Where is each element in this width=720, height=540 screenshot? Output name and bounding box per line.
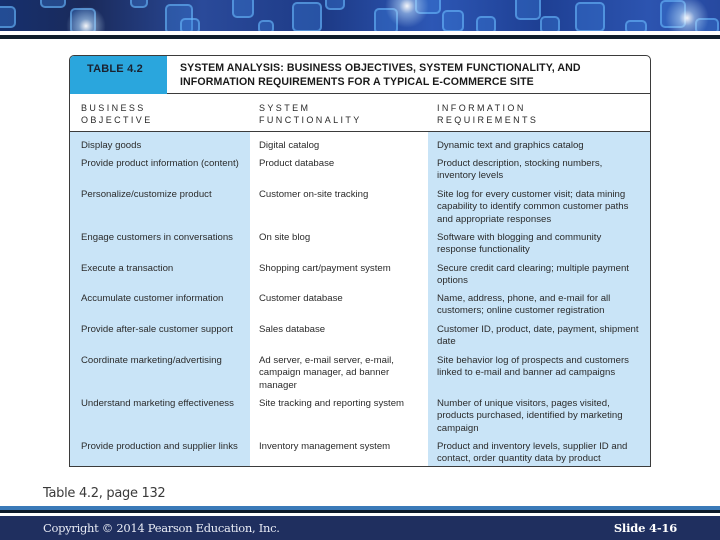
decorative-square [575,2,605,31]
column-header-system-functionality [259,102,362,126]
copyright-notice: Copyright © 2014 Pearson Education, Inc. [43,521,280,535]
cell-functionality: Customer on-site tracking [259,189,369,200]
decorative-square [40,0,66,8]
decorative-square [515,0,541,20]
cell-requirements: Secure credit card clearing; multiple payment options [437,263,629,287]
column-header-line: BUSINESS [81,103,146,113]
cell-objective: Accumulate customer information [81,293,224,304]
cell-objective: Display goods [81,140,142,151]
column-header-line: INFORMATION [437,103,526,113]
cell-functionality: Sales database [259,324,326,335]
cell-objective: Coordinate marketing/advertising [81,355,222,366]
table-number-badge: TABLE 4.2 [70,56,167,94]
cell-objective: Engage customers in conversations [81,232,233,243]
table-caption: Table 4.2, page 132 [43,486,166,501]
column-header-row [70,94,650,132]
cell-functionality: On site blog [259,232,311,243]
cell-requirements: Customer ID, product, date, payment, shipment date [437,324,639,348]
cell-requirements: Name, address, phone, and e-mail for all customers; online customer registration [437,293,611,317]
cell-requirements: Product description, stocking numbers, inventory levels [437,158,603,182]
slide-number: Slide 4-16 [613,521,677,535]
column-header-line: OBJECTIVE [81,115,153,125]
cell-functionality: Digital catalog [259,140,320,151]
decorative-square [325,0,345,10]
cell-requirements: Product and inventory levels, supplier ID and contact, order quantity data by product [437,441,628,465]
table-header [70,56,650,94]
decorative-square [0,6,16,28]
cell-requirements: Site log for every customer visit; data mining capability to identify common customer paths and appropriate responses [437,189,629,225]
slide-footer [0,516,720,540]
cell-requirements: Number of unique visitors, pages visited, products purchased, identified by marketing campaign [437,398,623,434]
column-header-line: REQUIREMENTS [437,115,539,125]
cell-functionality: Customer database [259,293,343,304]
cell-objective: Personalize/customize product [81,189,212,200]
cell-objective: Provide production and supplier links [81,441,238,452]
decorative-square [232,0,254,18]
decorative-glow [665,0,709,31]
banner-divider [0,35,720,39]
decorative-square [442,10,464,31]
table-title-line: INFORMATION REQUIREMENTS FOR A TYPICAL E-COMMERCE SITE [180,76,534,88]
decorative-square [292,2,322,31]
cell-requirements: Dynamic text and graphics catalog [437,140,584,151]
table-title [180,61,630,89]
column-header-line: FUNCTIONALITY [259,115,362,125]
decorative-square [180,18,200,31]
column-header-line: SYSTEM [259,103,311,113]
cell-functionality: Product database [259,158,335,169]
column-header-information-requirements [437,102,538,126]
header-banner [0,0,720,31]
cell-functionality: Ad server, e-mail server, e-mail, campaign manager, ad banner manager [259,355,394,391]
decorative-square [476,16,496,31]
cell-requirements: Software with blogging and community response functionality [437,232,602,256]
table-4-2 [69,55,651,467]
cell-functionality: Shopping cart/payment system [259,263,391,274]
decorative-square [540,16,560,31]
cell-functionality: Inventory management system [259,441,391,452]
decorative-square [625,20,647,31]
cell-objective: Provide after-sale customer support [81,324,233,335]
column-header-business-objective [81,102,153,126]
cell-objective: Execute a transaction [81,263,174,274]
cell-objective: Understand marketing effectiveness [81,398,234,409]
cell-objective: Provide product information (content) [81,158,239,169]
cell-requirements: Site behavior log of prospects and customers linked to e-mail and banner ad campaigns [437,355,629,379]
table-title-line: SYSTEM ANALYSIS: BUSINESS OBJECTIVES, SYSTEM FUNCTIONALITY, AND [180,62,581,74]
cell-functionality: Site tracking and reporting system [259,398,405,409]
decorative-square [130,0,148,8]
decorative-square [258,20,274,31]
